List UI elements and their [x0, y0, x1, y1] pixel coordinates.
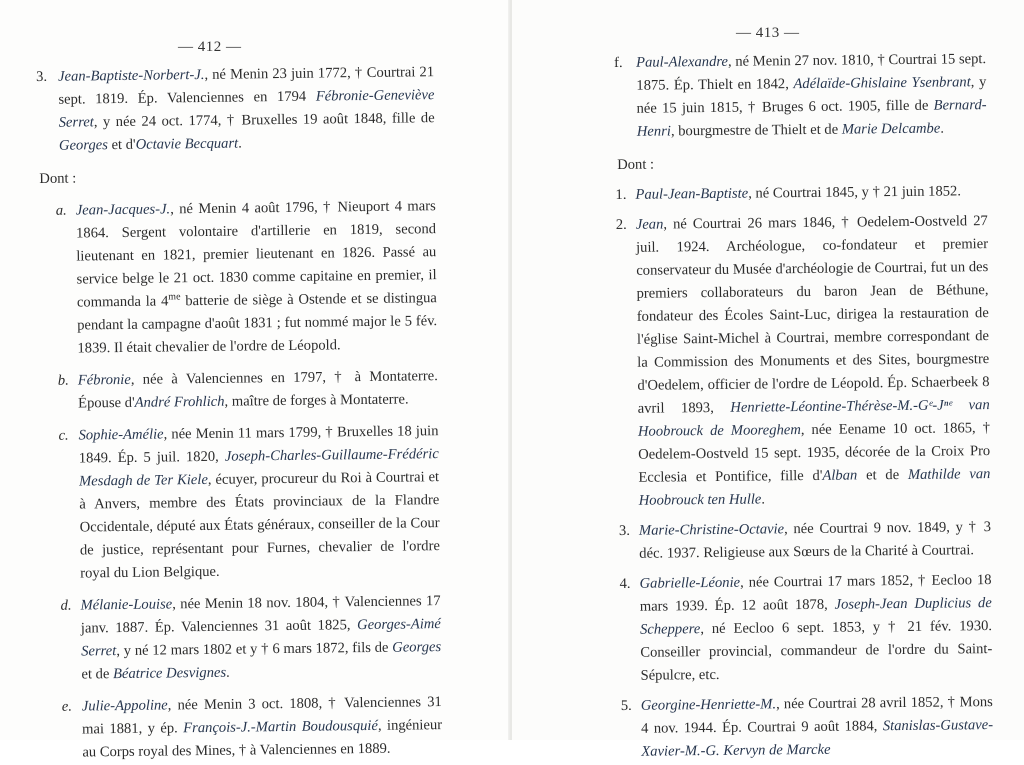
left-page-text [36, 61, 443, 765]
person-name: Paul-Alexandre [636, 53, 729, 71]
child-entry-1: 1. Paul-Jean-Baptiste, né Courtrai 1845, y † 21 juin 1852. [615, 180, 987, 207]
spouse-name: Stanislas-Gustave-Xavier-M.-G. Kervyn de Marcke [641, 717, 994, 760]
spouse-name: Adélaïde-Ghislaine Ysenbrant [793, 74, 971, 93]
child-entry-c: c. Sophie-Amélie, née Menin 11 mars 1799, † Bruxelles 18 juin 1849. Ép. 5 juil. 1820, Joseph-Charles-Guillaume-Frédéric Mesdagh de Ter Kiele, écuyer, procureur du Roi à Courtrai et à Anvers, membre des États provinciaux de la Flandre Occidentale, député aux États généraux, conseiller de la Cour de justice, représentant pour Furnes, chevalier de l'ordre royal du Lion Belgique. [58, 423, 440, 582]
person-name: Gabrielle-Léonie [639, 574, 741, 592]
person-name: Sophie-Amélie [78, 426, 164, 444]
father-name: Georges [392, 639, 442, 656]
child-entry-2: 2. Jean, né Courtrai 26 mars 1846, † Oedelem-Oostveld 27 juil. 1924. Archéologue, co-fondateur et premier conservateur du Musée d'archéologie de Courtrai, fut un des premiers collaborateurs du baron Jean de Béthune, fondateur des Écoles Saint-Luc, dirigea la restauration de l'église Saint-Michel à Courtrai, membre correspondant de la Commission des Monuments et des Sites, bourgmestre d'Oedelem, officier de l'ordre de Léopold. Ép. Schaerbeek 8 avril 1893, Henriette-Léontine-Thérèse-M.-Gᵉ-Jⁿᵉ van Hoobrouck de Mooreghem, née Eename 10 oct. 1865, † Oedelem-Oostveld 15 sept. 1935, décorée de la Croix Pro Ecclesia et Pontifice, fille d'Alban et de Mathilde van Hoobrouck ten Hulle. [615, 213, 991, 509]
entry-marker: 1. [615, 186, 627, 203]
entry-marker: f. [614, 54, 623, 71]
child-entry-3: 3. Marie-Christine-Octavie, née Courtrai 9 nov. 1849, y † 3 déc. 1937. Religieuse aux Sœurs de la Charité à Courtrai. [618, 519, 992, 562]
person-name: Mélanie-Louise [80, 596, 173, 614]
spouse-name: Joseph-Charles-Guillaume-Frédéric Mesdagh de Ter Kiele [78, 446, 439, 490]
person-name: Jean-Baptiste-Norbert-J. [58, 66, 205, 85]
entry-marker: a. [55, 202, 67, 219]
entry-marker: c. [58, 427, 69, 444]
person-name: Marie-Christine-Octavie [638, 521, 785, 539]
spouse-name: André Frohlich [134, 393, 225, 411]
person-name: Julie-Appoline [81, 697, 168, 715]
right-page [512, 0, 1024, 760]
mother-name: Mathilde van Hoobrouck ten Hulle [638, 466, 991, 509]
child-entry-d: d. Mélanie-Louise, née Menin 18 nov. 1804, † Valenciennes 17 janv. 1887. Ép. Valenciennes 31 août 1825, Georges-Aimé Serret, y né 12 mars 1802 et y † 6 mars 1872, fils de Georges et de Béatrice Desvignes. [60, 593, 442, 683]
person-name: Jean [635, 216, 664, 233]
entry-marker: 3. [36, 68, 48, 85]
father-name: Georges [58, 137, 108, 154]
mother-name: Octavie Becquart [135, 135, 239, 153]
child-entry-4: 4. Gabrielle-Léonie, née Courtrai 17 mars 1852, † Eecloo 18 mars 1939. Ép. 12 août 1878, Joseph-Jean Duplicius de Scheppere, né Eecloo 6 sept. 1853, y † 21 fév. 1930. Conseiller provincial, commandeur de l'ordre du Saint-Sépulcre, etc. [619, 572, 993, 684]
dont-label: Dont : [39, 170, 77, 187]
entry-3: 3. Jean-Baptiste-Norbert-J., né Menin 23 juin 1772, † Courtrai 21 sept. 1819. Ép. Valenciennes en 1794 Fébronie-Geneviève Serret, y née 24 oct. 1774, † Bruxelles 19 août 1848, fille de Georges et d'Octavie Becquart. [36, 64, 435, 154]
right-page-text [614, 48, 993, 764]
spouse-name: Joseph-Jean Duplicius de Scheppere [639, 595, 992, 638]
child-entry-b: b. Fébronie, née à Valenciennes en 1797, † à Montaterre. Épouse d'André Frohlich, maître de forges à Montaterre. [57, 368, 438, 412]
spouse-name: Henriette-Léontine-Thérèse-M.-Gᵉ-Jⁿᵉ van Hoobrouck de Mooreghem [637, 397, 990, 440]
spouse-name: Fébronie-Geneviève Serret [58, 87, 435, 131]
mother-name: Marie Delcambe [841, 120, 941, 138]
entry-f: f. Paul-Alexandre, né Menin 27 nov. 1810, † Courtrai 15 sept. 1875. Ép. Thielt en 1842, Adélaïde-Ghislaine Ysenbrant, y née 15 juin 1815, † Bruges 6 oct. 1905, fille de Bernard-Henri, bourgmestre de Thielt et de Marie Delcambe. [614, 51, 987, 140]
dont-label: Dont : [617, 156, 655, 173]
spouse-name: François-J.-Martin Boudousquié [183, 717, 378, 737]
child-entry-5: 5. Georgine-Henriette-M., née Courtrai 28 avril 1852, † Mons 4 nov. 1944. Ép. Courtrai 9 août 1884, Stanislas-Gustave-Xavier-M.-G. Kervyn de Marcke [620, 694, 994, 760]
entry-marker: d. [60, 597, 72, 614]
page-number-left: — 412 — [178, 39, 242, 55]
left-page [0, 0, 510, 761]
child-entry-a: a. Jean-Jacques-J., né Menin 4 août 1796, † Nieuport 4 mars 1864. Sergent volontaire d'artillerie en 1819, second lieutenant en 1821, premier lieutenant en 1826. Passé au service belge le 21 oct. 1830 comme capitaine en premier, il commanda la $4^{me}$ batterie de siège à Ostende et se distingua pendant la campagne d'août 1831 ; fut nommé major le 5 fév. 1839. Il était chevalier de l'ordre de Léopold. [55, 198, 438, 357]
person-name: Jean-Jacques-J. [75, 201, 171, 219]
entry-marker: 2. [615, 216, 627, 233]
page-number-right: — 413 — [736, 25, 800, 41]
child-entry-e: e. Julie-Appoline, née Menin 3 oct. 1808, † Valenciennes 31 mai 1881, y ép. François-J.-Martin Boudousquié, ingénieur au Corps royal des Mines, † à Valenciennes en 1889. [61, 694, 443, 761]
person-name: Georgine-Henriette-M. [640, 696, 777, 714]
entry-marker: b. [57, 372, 69, 389]
person-name: Paul-Jean-Baptiste [635, 185, 749, 203]
entry-marker: e. [61, 698, 73, 715]
entry-marker: 4. [619, 575, 631, 592]
father-name: Alban [822, 467, 858, 484]
entry-marker: 3. [618, 522, 631, 539]
person-name: Fébronie [77, 371, 131, 389]
entry-marker: 5. [620, 697, 632, 714]
mother-name: Béatrice Desvignes [112, 664, 227, 683]
spouse-name: Georges-Aimé Serret [81, 616, 441, 660]
father-name: Bernard-Henri [636, 97, 987, 140]
